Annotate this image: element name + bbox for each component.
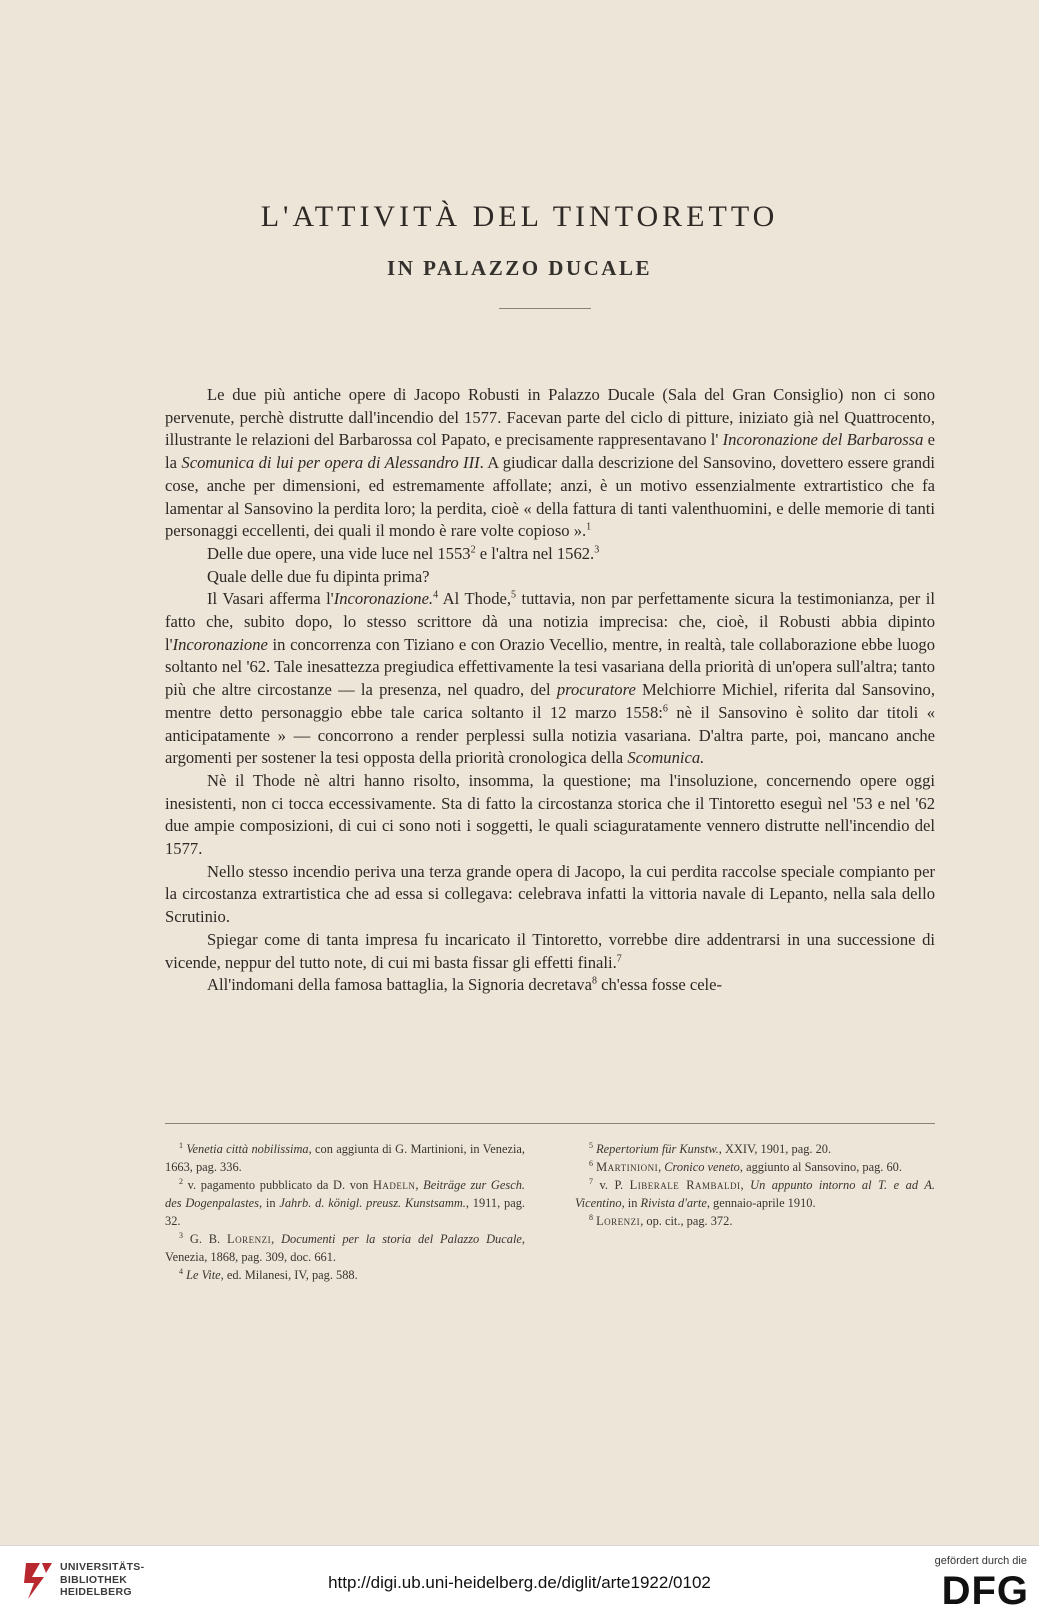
- footnotes-right-column: [575, 1140, 935, 1284]
- paragraph: All'indomani della famosa battaglia, la Signoria decretava$^8$ ch'essa fosse cele-: [207, 975, 723, 995]
- article-body: [165, 384, 935, 997]
- dfg-logo: DFG: [941, 1569, 1029, 1613]
- funding-label: gefördert durch die: [934, 1555, 1027, 1567]
- footnote-divider: [165, 1123, 935, 1124]
- paragraph: Nè il Thode nè altri hanno risolto, insomma, la questione; ma l'insoluzione, concernendo opere oggi inesistenti, non ci tocca eccessivamente. Sta di fatto la circostanza storica che il Tintoretto eseguì nel '53 e nel '62 due ampie composizioni, di cui ci sono noti i soggetti, le quali sciaguratamente vennero distrutte nell'incendio del 1577.: [165, 770, 935, 859]
- article-subtitle: IN PALAZZO DUCALE: [387, 256, 652, 280]
- footnotes: [165, 1140, 935, 1284]
- paragraph: Delle due opere, una vide luce nel 1553$^2$ e l'altra nel 1562.$^3$: [207, 543, 600, 563]
- footnote: $^3$ G. B. Lorenzi, Documenti per la storia del Palazzo Ducale, Venezia, 1868, pag. 309, doc. 661.: [165, 1230, 526, 1264]
- footnote: $^6$ Martinioni, Cronico veneto, aggiunto al Sansovino, pag. 60.: [589, 1158, 902, 1174]
- footnote-ref: 3: [594, 544, 600, 556]
- footnote: $^1$ Venetia città nobilissima, con aggiunta di G. Martinioni, in Venezia, 1663, pag. 336.: [165, 1140, 525, 1174]
- footnote: $^4$ Le Vite, ed. Milanesi, IV, pag. 588.: [179, 1266, 358, 1282]
- page-url-link[interactable]: http://digi.ub.uni-heidelberg.de/diglit/arte1922/0102: [328, 1573, 711, 1592]
- footnote: $^5$ Repertorium für Kunstw., XXIV, 1901, pag. 20.: [589, 1140, 832, 1156]
- paragraph: Spiegar come di tanta impresa fu incaricato il Tintoretto, vorrebbe dire addentrarsi in una successione di vicende, neppur del tutto note, di cui mi basta fissar gli effetti finali.$^7$: [165, 929, 935, 972]
- paragraph: Nello stesso incendio periva una terza grande opera di Jacopo, la cui perdita raccolse speciale compianto per la circostanza extrartistica che ad essa si collegava: celebrava infatti la vittoria navale di Lepanto, nella sala dello Scrutinio.: [165, 861, 935, 927]
- footnote-ref: 5: [511, 589, 517, 601]
- footnote-ref: 7: [616, 953, 622, 965]
- footnote-ref: 1: [586, 521, 592, 533]
- university-library-name: UNIVERSITÄTS- BIBLIOTHEK HEIDELBERG: [60, 1561, 145, 1598]
- footnote-ref: 4: [433, 589, 439, 601]
- footnote: $^8$ Lorenzi, op. cit., pag. 372.: [589, 1212, 733, 1228]
- viewer-footer: [0, 1545, 1039, 1619]
- footnote-ref: 6: [662, 703, 668, 715]
- footnote: $^2$ v. pagamento pubblicato da D. von Hadeln, Beiträge zur Gesch. des Dogenpalastes, in Jahrb. d. königl. preusz. Kunstsamm., 1911, pag. 32.: [165, 1176, 525, 1228]
- paragraph: Quale delle due fu dipinta prima?: [207, 566, 430, 586]
- footnotes-left-column: [165, 1140, 525, 1284]
- paragraph: Il Vasari afferma l'Incoronazione.$^4$ Al Thode,$^5$ tuttavia, non par perfettamente sicura la testimonianza, per il fatto che, subito dopo, lo stesso scrittore dà una notizia imprecisa: che, cioè, il Robusti abbia dipinto l'Incoronazione in concorrenza con Tiziano e con Orazio Vecellio, mentre, in realtà, tale collaborazione ebbe luogo soltanto nel '62. Tale inesattezza pregiudica effettivamente la tesi vasariana della priorità di un'opera sull'altra; tanto più che altre circostanze — la presenza, nel quadro, del procuratore Melchiorre Michiel, riferita dal Sansovino, mentre detto personaggio ebbe tale carica soltanto il 12 marzo 1558:$^6$ nè il Sansovino è solito dar titoli « anticipatamente » — concorrono a render perplessi sulla notizia vasariana. D'altra parte, poi, mancano anche argomenti per sostener la tesi opposta della priorità cronologica della Scomunica.: [165, 589, 936, 768]
- paragraph: Le due più antiche opere di Jacopo Robusti in Palazzo Ducale (Sala del Gran Consiglio) non ci sono pervenute, perchè distrutte dall'incendio del 1577. Facevan parte del ciclo di pitture, iniziato già nel Quattrocento, illustrante le relazioni del Barbarossa col Papato, e precisamente rappresentavano l' Incoronazione del Barbarossa e la Scomunica di lui per opera di Alessandro III. A giudicar dalla descrizione del Sansovino, dovettero essere grandi cose, anche per dimensioni, ed estremamente affollate; anzi, è un motivo essenzialmente extrartistico che fa lamentar al Sansovino la perdita loro; la perdita, cioè « della fattura di tanti valenthuomini, e delle memorie di tanti personaggi eccellenti, dei quali il mondo è rare volte copioso ».$^1$: [165, 385, 935, 541]
- footnote-ref: 2: [470, 544, 476, 556]
- footnote-ref: 8: [591, 975, 597, 987]
- article-title: L'ATTIVITÀ DEL TINTORETTO: [260, 200, 779, 233]
- footnote: $^7$ v. P. Liberale Rambaldi, Un appunto intorno al T. e ad A. Vicentino, in Rivista d'arte, gennaio-aprile 1910.: [575, 1176, 936, 1210]
- title-divider: [499, 308, 591, 309]
